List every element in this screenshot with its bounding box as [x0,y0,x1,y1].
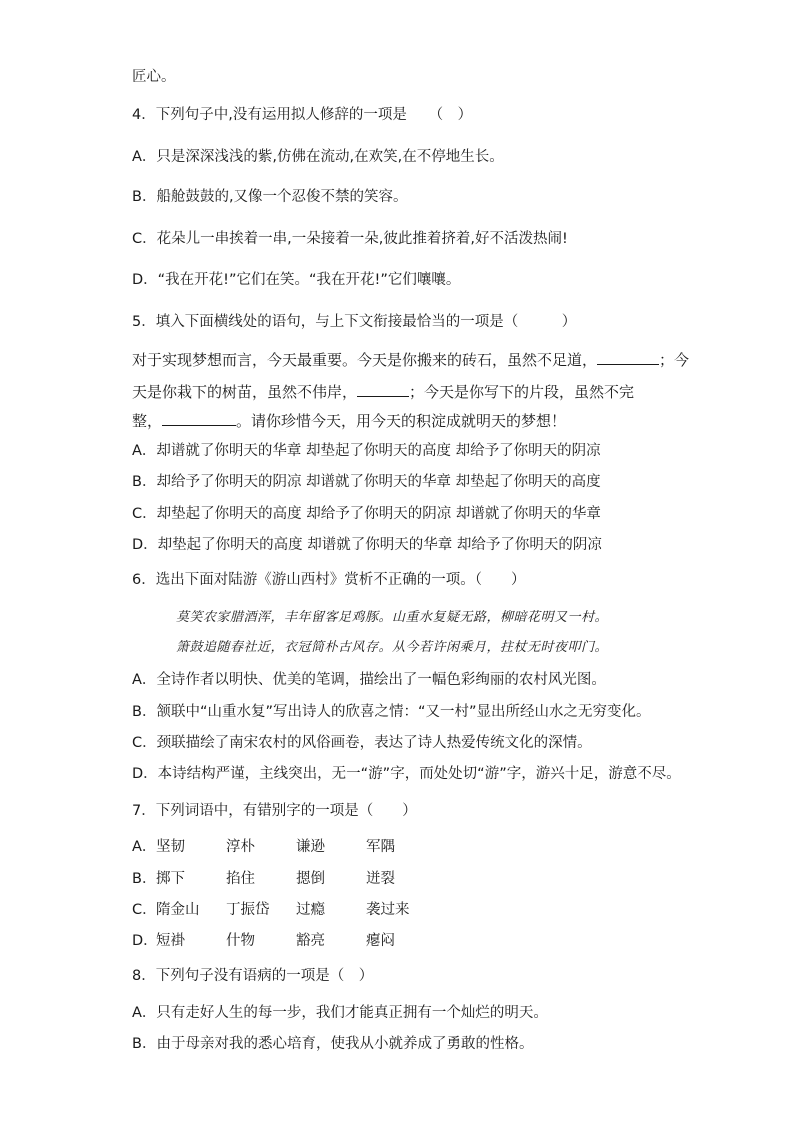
q7-word: 坚韧 [156,839,185,855]
q7-word: 袭过来 [366,902,410,918]
question-6-stem: 6．选出下面对陆游《游山西村》赏析不正确的一项。（ ） [132,572,526,588]
question-7-stem: 7．下列词语中，有错别字的一项是（ ） [132,803,417,819]
q7-row-a-label: A． [132,839,157,855]
q7-word: 淳朴 [226,839,255,855]
question-6-option-a: A．全诗作者以明快、优美的笔调，描绘出了一幅色彩绚丽的农村风光图。 [132,672,606,688]
passage-text: 天是你栽下的树苗，虽然不伟岸， [132,383,358,401]
question-5-option-d: D．却垫起了你明天的高度 却谱就了你明天的华章 却给予了你明天的阴凉 [132,537,602,553]
q7-word: 军隅 [366,839,395,855]
q7-word: 谦逊 [296,839,325,855]
question-5-passage-line-1 [132,350,689,369]
q7-word: 掐住 [226,871,255,887]
q7-word: 过瘾 [296,902,325,918]
q7-word: 掷下 [156,871,185,887]
q7-word: 迸裂 [366,871,395,887]
question-8-stem: 8．下列句子没有语病的一项是（ ） [132,968,374,984]
passage-text: ；今 [659,351,690,369]
question-4-option-d: D．“我在开花!”它们在笑。“我在开花!”它们嚷嚷。 [132,272,461,288]
fill-blank-2 [357,382,409,397]
previous-answer-tail: 匠心。 [132,69,176,85]
question-6-option-b: B．颔联中“山重水复”写出诗人的欣喜之情：“又一村”显出所经山水之无穷变化。 [132,704,651,720]
question-6-option-d: D．本诗结构严谨，主线突出，无一“游”字，而处处切“游”字，游兴十足，游意不尽。 [132,766,681,782]
question-5-option-c: C．却垫起了你明天的高度 却给予了你明天的阴凉 却谱就了你明天的华章 [132,506,601,522]
q7-row-d-label: D． [132,933,158,949]
q7-word: 隋金山 [156,902,200,918]
question-8-option-a: A．只有走好人生的每一步，我们才能真正拥有一个灿烂的明天。 [132,1005,548,1021]
poem-line-1: 莫笑农家腊酒浑，丰年留客足鸡豚。山重水复疑无路，柳暗花明又一村。 [176,610,609,625]
question-5-passage-line-2 [132,382,634,401]
question-5-option-a: A．却谱就了你明天的华章 却垫起了你明天的高度 却给予了你明天的阴凉 [132,443,601,459]
q7-word: 短褂 [156,933,185,949]
passage-text: 。请你珍惜今天，用今天的积淀成就明天的梦想！ [236,412,567,430]
question-4-stem: 4．下列句子中,没有运用拟人修辞的一项是 （ ） [132,107,473,123]
q7-word: 豁亮 [296,933,325,949]
question-8-option-b: B．由于母亲对我的悉心培育，使我从小就养成了勇敢的性格。 [132,1036,534,1052]
question-5-option-b: B．却给予了你明天的阴凉 却谱就了你明天的华章 却垫起了你明天的高度 [132,474,601,490]
passage-text: 整， [132,412,163,430]
question-4-option-b: B．船舱鼓鼓的,又像一个忍俊不禁的笑容。 [132,189,408,205]
passage-text: ；今天是你写下的片段，虽然不完 [409,383,635,401]
q7-row-b-label: B． [132,871,157,887]
q7-word: 摁倒 [296,871,325,887]
fill-blank-1 [597,350,659,365]
passage-text: 对于实现梦想而言，今天最重要。今天是你搬来的砖石，虽然不足道， [132,351,598,369]
fill-blank-3 [162,411,236,426]
question-6-option-c: C．颈联描绘了南宋农村的风俗画卷，表达了诗人热爱传统文化的深情。 [132,735,592,751]
q7-row-c-label: C． [132,902,157,918]
question-5-stem: 5．填入下面横线处的语句，与上下文衔接最恰当的一项是（ ） [132,314,577,330]
question-4-option-c: C．花朵儿一串挨着一串,一朵接着一朵,彼此推着挤着,好不活泼热闹! [132,231,568,247]
q7-word: 瘪闷 [366,933,395,949]
q7-word: 丁振岱 [226,902,270,918]
question-4-option-a: A．只是深深浅浅的紫,仿佛在流动,在欢笑,在不停地生长。 [132,149,504,165]
q7-word: 什物 [226,933,255,949]
poem-line-2: 箫鼓追随春社近，衣冠简朴古风存。从今若许闲乘月，拄杖无时夜叩门。 [176,640,609,655]
question-5-passage-line-3 [132,411,566,430]
